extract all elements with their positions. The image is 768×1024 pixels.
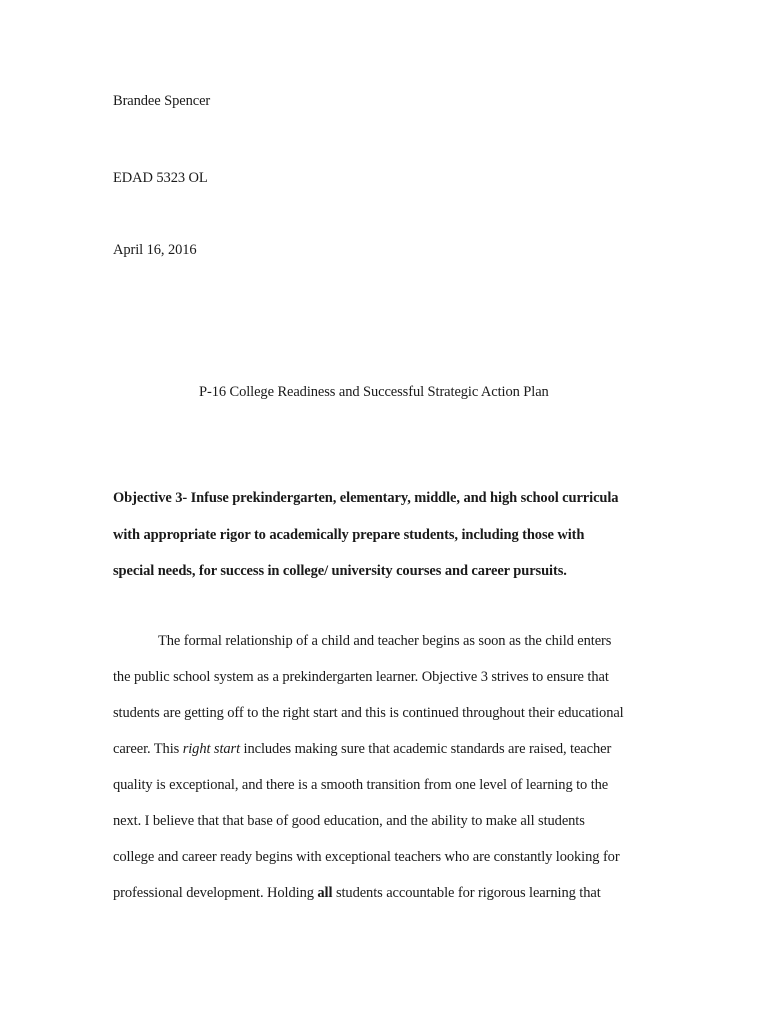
- body-line: [113, 740, 611, 758]
- body-line: college and career ready begins with exceptional teachers who are constantly looking for: [113, 849, 620, 865]
- body-line: students are getting off to the right start and this is continued throughout their educational: [113, 705, 624, 721]
- date: April 16, 2016: [113, 242, 197, 258]
- document-title: P-16 College Readiness and Successful Strategic Action Plan: [199, 384, 549, 400]
- body-line: The formal relationship of a child and teacher begins as soon as the child enters: [158, 633, 612, 649]
- objective-line: Objective 3- Infuse prekindergarten, elementary, middle, and high school curricula: [113, 490, 619, 506]
- body-line: next. I believe that that base of good education, and the ability to make all students: [113, 813, 585, 829]
- objective-line: special needs, for success in college/ university courses and career pursuits.: [113, 563, 567, 579]
- body-line: quality is exceptional, and there is a smooth transition from one level of learning to the: [113, 777, 609, 793]
- body-line: the public school system as a prekindergarten learner. Objective 3 strives to ensure that: [113, 669, 609, 685]
- body-text-segment: professional development. Holding: [113, 885, 318, 901]
- body-text-segment: includes making sure that academic standards are raised, teacher: [240, 741, 612, 757]
- emphasis-right-start: right start: [182, 741, 241, 757]
- course-code: EDAD 5323 OL: [113, 170, 208, 186]
- body-line: [113, 884, 601, 902]
- emphasis-all: all: [317, 885, 333, 901]
- author-name: Brandee Spencer: [113, 93, 211, 109]
- body-text-segment: students accountable for rigorous learning that: [332, 885, 601, 901]
- objective-line: with appropriate rigor to academically prepare students, including those with: [113, 527, 585, 543]
- body-text-segment: career. This: [113, 741, 183, 757]
